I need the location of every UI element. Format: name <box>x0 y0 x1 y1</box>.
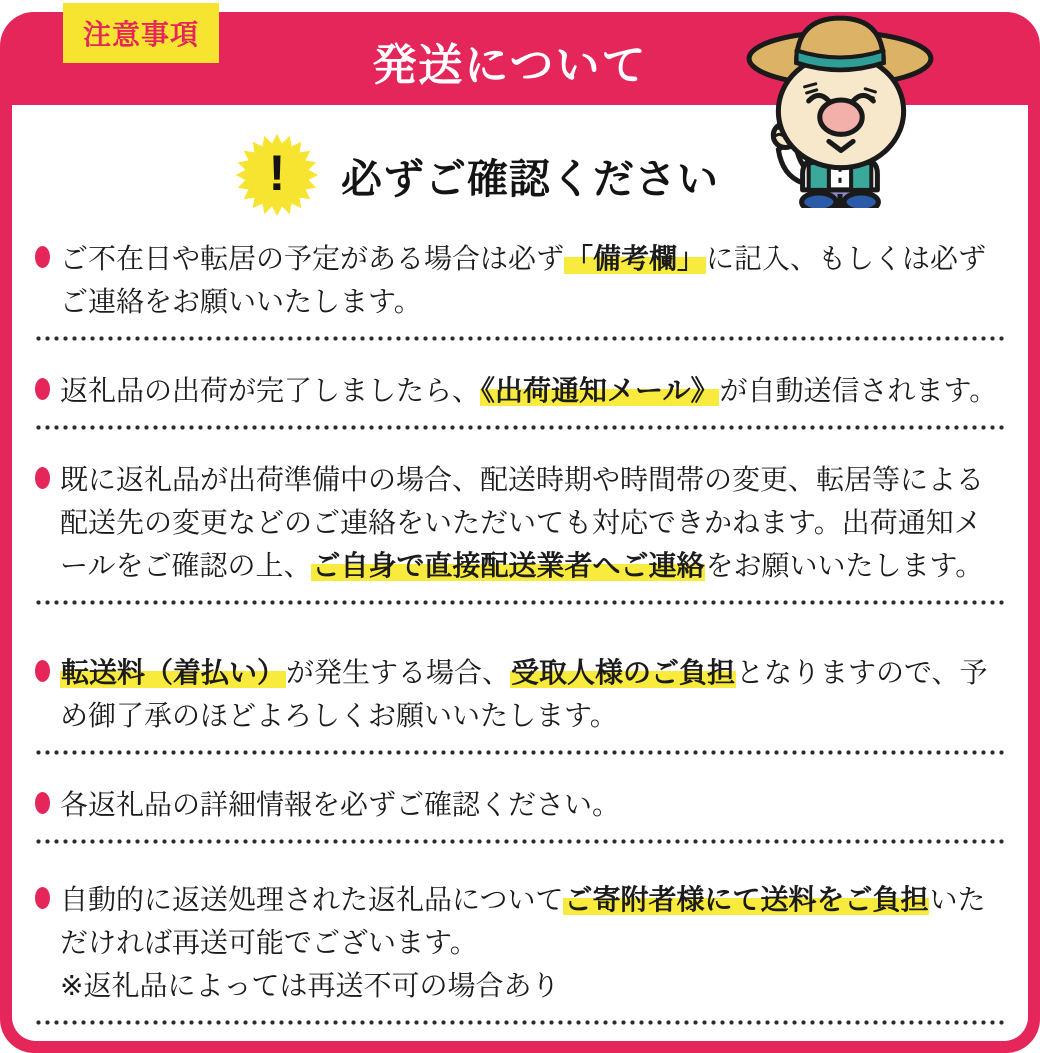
text-segment: に記入、もしくは必ずご連絡をお願いいたします。 <box>60 243 987 317</box>
notice-item <box>34 369 1008 430</box>
notice-item <box>34 878 1008 1025</box>
exclamation-mark: ! <box>268 145 286 201</box>
text-segment: 返礼品の出荷が完了しましたら、 <box>60 375 481 406</box>
notice-text <box>60 458 1008 587</box>
dotted-divider <box>34 336 1008 341</box>
highlighted-text: 受取人様のご負担 <box>511 657 736 688</box>
text-segment: 既に返礼品が出荷準備中の場合、配送時期や時間帯の変更、転居等による配送先の変更などのご連絡をいただいても対応できかねます。出荷通知メールをご確認の上、 <box>60 464 985 581</box>
text-segment: が自動送信されます。 <box>719 375 998 406</box>
caution-tag-label: 注意事項 <box>82 19 199 50</box>
highlighted-text: 「備考欄」 <box>565 243 706 274</box>
highlighted-text: 《出荷通知メール》 <box>481 375 719 406</box>
bullet-dot-icon <box>35 887 50 909</box>
text-segment: ご不在日や転居の予定がある場合は必ず <box>60 243 565 274</box>
text-segment: が発生する場合、 <box>286 657 511 688</box>
notice-row <box>34 878 1008 1007</box>
dotted-divider <box>34 600 1008 605</box>
text-segment: 自動的に返送処理された返礼品について <box>60 884 564 915</box>
highlighted-text: ご自身で直接配送業者へご連絡 <box>312 550 705 581</box>
highlighted-text: 転送料（着払い） <box>61 657 286 688</box>
notice-row <box>34 651 1008 737</box>
card-body <box>12 105 1028 1041</box>
notice-footnote: ※返礼品によっては再送不可の場合あり <box>60 970 560 1001</box>
shipping-notice-card <box>0 12 1040 1053</box>
text-segment: をお願いいたします。 <box>705 550 984 581</box>
farmer-mascot-icon <box>744 6 936 208</box>
bullet-dot-icon <box>35 246 50 268</box>
notice-item <box>34 458 1008 605</box>
notice-item <box>34 783 1008 844</box>
bullet-dot-icon <box>35 378 50 400</box>
notice-item <box>34 237 1008 341</box>
notice-item <box>34 651 1008 755</box>
notice-row <box>34 369 1008 412</box>
dotted-divider <box>34 1020 1008 1025</box>
notice-text <box>60 237 1008 323</box>
page-title: 発送について <box>372 40 648 90</box>
notice-text <box>60 651 1008 737</box>
notice-text <box>60 878 1008 1007</box>
notice-row <box>34 458 1008 587</box>
dotted-divider <box>34 839 1008 844</box>
bullet-dot-icon <box>35 467 50 489</box>
notice-list <box>34 237 1008 1025</box>
text-segment: いただければ再送可能でございます。 <box>60 884 986 958</box>
notice-text <box>60 369 997 412</box>
notice-row <box>34 783 1008 826</box>
text-segment: となりますので、予め御了承のほどよろしくお願いいたします。 <box>60 657 988 731</box>
dotted-divider <box>34 750 1008 755</box>
text-segment: 各返礼品の詳細情報を必ずご確認ください。 <box>60 789 621 820</box>
dotted-divider <box>34 425 1008 430</box>
notice-text <box>60 783 620 826</box>
farmer-mascot-illustration <box>744 6 936 206</box>
bullet-dot-icon <box>35 792 50 814</box>
bullet-dot-icon <box>35 660 50 682</box>
exclamation-starburst-icon <box>235 133 319 217</box>
caution-tag <box>63 3 219 63</box>
confirm-heading-label: 必ずご確認ください <box>341 155 719 202</box>
highlighted-text: ご寄附者様にて送料をご負担 <box>564 884 929 915</box>
notice-row <box>34 237 1008 323</box>
